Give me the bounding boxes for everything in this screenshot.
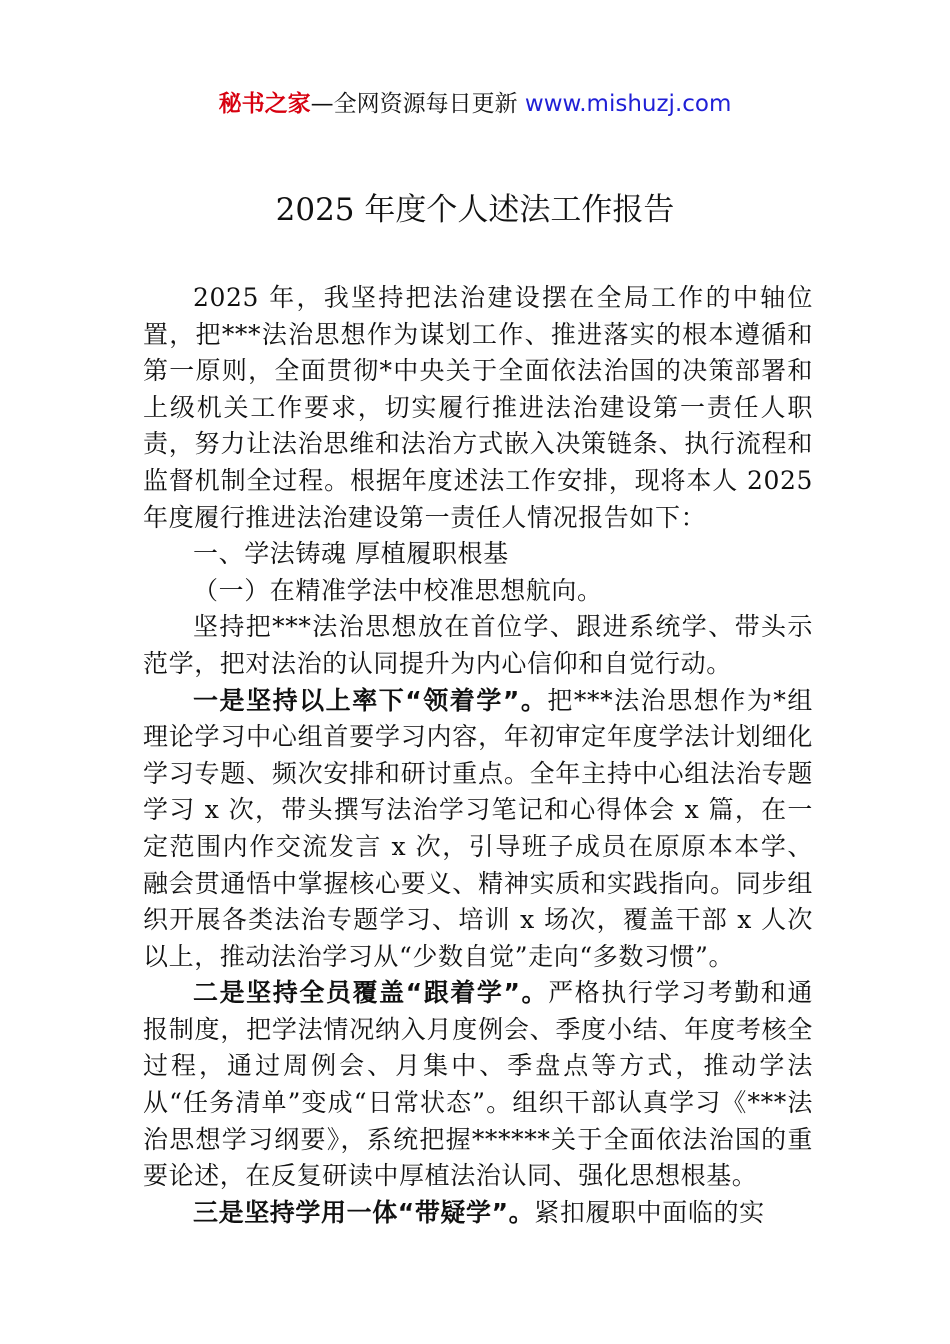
paragraph-lead: 一是坚持以上率下“领着学”。 bbox=[193, 685, 548, 715]
paragraph-text: 2025 年，我坚持把法治建设摆在全局工作的中轴位置，把***法治思想作为谋划工作、推进落实的根本遵循和第一原则，全面贯彻*中央关于全面依法治国的决策部署和上级机关工作要求，切实履行推进法治建设第一责任人职责，努力让法治思维和法治方式嵌入决策链条、执行流程和监督机制全过程。根据年度述法工作安排，现将本人 2025 年度履行推进法治建设第一责任人情况报告如下： bbox=[143, 283, 813, 532]
paragraph bbox=[143, 683, 813, 976]
document-body bbox=[143, 280, 813, 1231]
paragraph-text: 一、学法铸魂 厚植履职根基 bbox=[193, 539, 509, 569]
subsection-heading bbox=[143, 573, 813, 610]
paragraph-text: 紧扣履职中面临的实 bbox=[534, 1197, 765, 1227]
paragraph-text: （一）在精准学法中校准思想航向。 bbox=[193, 575, 603, 605]
section-heading bbox=[143, 536, 813, 573]
paragraph bbox=[143, 1195, 813, 1232]
paragraph bbox=[143, 280, 813, 536]
paragraph-text: 坚持把***法治思想放在首位学、跟进系统学、带头示范学，把对法治的认同提升为内心信仰和自觉行动。 bbox=[143, 612, 813, 678]
site-header bbox=[0, 88, 950, 120]
paragraph-text: 把***法治思想作为*组理论学习中心组首要学习内容，年初审定年度学法计划细化学习专题、频次安排和研讨重点。全年主持中心组法治专题学习 x 次，带头撰写法治学习笔记和心得体会 x 篇，在一定范围内作交流发言 x 次，引导班子成员在原原本本学、融会贯通悟中掌握核心要义、精神实质和实践指向。同步组织开展各类法治专题学习、培训 x 场次，覆盖干部 x 人次以上，推动法治学习从“少数自觉”走向“多数习惯”。 bbox=[143, 685, 814, 971]
paragraph bbox=[143, 975, 813, 1195]
paragraph bbox=[143, 609, 813, 682]
paragraph-text: 严格执行学习考勤和通报制度，把学法情况纳入月度例会、季度小结、年度考核全过程，通过周例会、月集中、季盘点等方式，推动学法从“任务清单”变成“日常状态”。组织干部认真学习《***法治思想学习纲要》，系统把握******关于全面依法治国的重要论述，在反复研读中厚植法治认同、强化思想根基。 bbox=[143, 978, 813, 1191]
site-brand: 秘书之家 bbox=[218, 91, 311, 117]
site-url-link[interactable]: www.mishuzj.com bbox=[524, 91, 732, 117]
paragraph-lead: 三是坚持学用一体“带疑学”。 bbox=[193, 1197, 535, 1227]
document-title: 2025 年度个人述法工作报告 bbox=[275, 192, 675, 228]
site-tagline: —全网资源每日更新 bbox=[310, 91, 525, 117]
paragraph-lead: 二是坚持全员覆盖“跟着学”。 bbox=[193, 978, 549, 1008]
